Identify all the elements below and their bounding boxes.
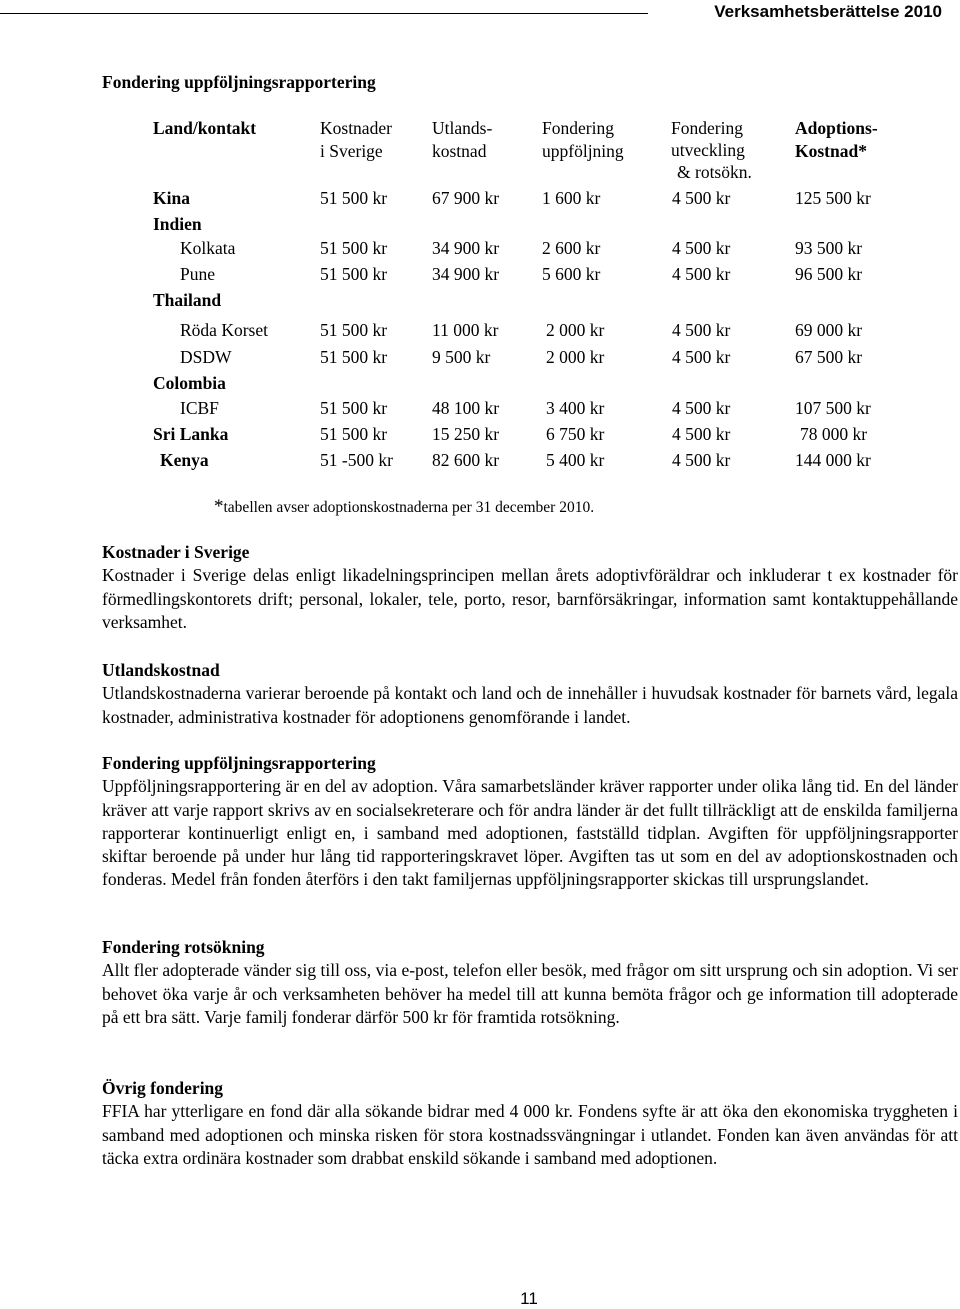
header-adoption-cost-line2: Kostnad* bbox=[795, 141, 867, 161]
header-development-line2: utveckling bbox=[671, 140, 745, 160]
header-rule bbox=[0, 13, 648, 14]
table-cell: 1 600 kr bbox=[542, 188, 601, 208]
table-cell: 4 500 kr bbox=[672, 264, 731, 284]
row-label-thailand: Thailand bbox=[153, 290, 222, 310]
table-cell: 144 000 kr bbox=[795, 450, 871, 470]
table-cell: 2 600 kr bbox=[542, 238, 601, 258]
section-paragraph: Utlandskostnaderna varierar beroende på kontakt och land och de innehåller i huvudsak kostnader för barnets vård, legala kostnader, administrativa kostnader för adoptionens genomförande i landet. bbox=[102, 683, 958, 727]
table-cell: 5 600 kr bbox=[542, 264, 601, 284]
header-adoption-cost-line1: Adoptions- bbox=[795, 118, 878, 138]
section-costs-sweden bbox=[102, 541, 958, 634]
table-cell: 51 500 kr bbox=[320, 188, 388, 208]
footnote-star: * bbox=[214, 496, 224, 517]
table-cell: 4 500 kr bbox=[672, 188, 731, 208]
row-label-kenya: Kenya bbox=[160, 450, 209, 470]
row-label-icbf: ICBF bbox=[180, 398, 219, 418]
table-cell: 2 000 kr bbox=[546, 347, 605, 367]
section-heading: Utlandskostnad bbox=[102, 660, 220, 680]
section-heading: Övrig fondering bbox=[102, 1078, 224, 1098]
section-paragraph: Kostnader i Sverige delas enligt likadelningsprincipen mellan årets adoptivföräldrar och inkluderar t ex kostnader för förmedlingskontorets drift; personal, lokaler, tele, porto, resor, barnförsäkringar, information samt kontaktuppehållande verksamhet. bbox=[102, 565, 958, 632]
header-followup-line1: Fondering bbox=[542, 118, 614, 138]
row-label-roda-korset: Röda Korset bbox=[180, 320, 268, 340]
header-development-line3: & rotsökn. bbox=[677, 162, 752, 182]
header-costs-sweden-line1: Kostnader bbox=[320, 118, 392, 138]
table-cell: 82 600 kr bbox=[432, 450, 500, 470]
table-cell: 9 500 kr bbox=[432, 347, 491, 367]
table-cell: 11 000 kr bbox=[432, 320, 499, 340]
header-development-line1: Fondering bbox=[671, 118, 743, 138]
section-heading: Kostnader i Sverige bbox=[102, 542, 250, 562]
row-label-kina: Kina bbox=[153, 188, 190, 208]
row-label-pune: Pune bbox=[180, 264, 215, 284]
header-country: Land/kontakt bbox=[153, 118, 257, 138]
table-cell: 51 -500 kr bbox=[320, 450, 393, 470]
table-cell: 51 500 kr bbox=[320, 238, 388, 258]
table-cell: 4 500 kr bbox=[672, 238, 731, 258]
table-cell: 67 500 kr bbox=[795, 347, 863, 367]
header-followup-line2: uppföljning bbox=[542, 141, 624, 161]
section-followup-funding bbox=[102, 752, 958, 892]
header-foreign-cost bbox=[432, 117, 492, 163]
section-paragraph: Allt fler adopterade vänder sig till oss, via e-post, telefon eller besök, med frågor om sitt ursprung och sin adoption. Vi ser behovet öka varje år och verksamheten behöver ha medel till att kunna bemöta frågor och ge information till adopterade på ett bra sätt. Varje familj fonderar därför 500 kr för framtida rotsökning. bbox=[102, 960, 958, 1027]
table-cell: 51 500 kr bbox=[320, 424, 388, 444]
row-label-colombia: Colombia bbox=[153, 373, 226, 393]
page-header-title: Verksamhetsberättelse 2010 bbox=[714, 2, 942, 21]
header-foreign-cost-line2: kostnad bbox=[432, 141, 487, 161]
table-cell: 6 750 kr bbox=[546, 424, 605, 444]
table-cell: 34 900 kr bbox=[432, 264, 500, 284]
table-cell: 4 500 kr bbox=[672, 398, 731, 418]
header-adoption-cost bbox=[795, 117, 878, 163]
table-footnote bbox=[214, 496, 594, 518]
section-paragraph: FFIA har ytterligare en fond där alla sökande bidrar med 4 000 kr. Fondens syfte är att öka den ekonomiska tryggheten i samband med adoptionen och minska risken för stora kostnadssvängningar i utlandet. Fonden kan även användas för att täcka extra ordinära kostnader som drabbat enskild sökande i samband med adoptionen. bbox=[102, 1101, 958, 1168]
table-cell: 4 500 kr bbox=[672, 347, 731, 367]
row-label-indien: Indien bbox=[153, 214, 202, 234]
section-heading: Fondering uppföljningsrapportering bbox=[102, 753, 376, 773]
header-costs-sweden-line2: i Sverige bbox=[320, 141, 383, 161]
table-cell: 4 500 kr bbox=[672, 320, 731, 340]
table-cell: 15 250 kr bbox=[432, 424, 500, 444]
page-number: 11 bbox=[520, 1289, 538, 1308]
section-title: Fondering uppföljningsrapportering bbox=[102, 72, 376, 92]
section-paragraph: Uppföljningsrapportering är en del av adoption. Våra samarbetsländer kräver rapporter under olika lång tid. En del länder kräver att varje rapport skrivs av en socialsekreterare och för andra länder är det fullt tillräckligt att de enskilda familjerna rapporterar kontinuerligt enligt en, i samband med adoptionen, fastställd tidplan. Avgiften för uppföljningsrapporter skiftar beroende på under hur lång tid rapporteringskravet löper. Avgiften tas ut som en del av adoptionskostnaden och fonderas. Medel från fonden återförs i den takt familjernas uppföljningsrapporter skickas till ursprungslandet. bbox=[102, 776, 958, 890]
table-cell: 3 400 kr bbox=[546, 398, 605, 418]
header-costs-sweden bbox=[320, 117, 392, 163]
header-foreign-cost-line1: Utlands- bbox=[432, 118, 493, 138]
table-cell: 78 000 kr bbox=[800, 424, 868, 444]
table-cell: 34 900 kr bbox=[432, 238, 500, 258]
table-cell: 2 000 kr bbox=[546, 320, 605, 340]
table-cell: 51 500 kr bbox=[320, 398, 388, 418]
section-heading: Fondering rotsökning bbox=[102, 937, 265, 957]
table-cell: 93 500 kr bbox=[795, 238, 863, 258]
table-cell: 5 400 kr bbox=[546, 450, 605, 470]
row-label-kolkata: Kolkata bbox=[180, 238, 236, 258]
section-foreign-cost bbox=[102, 659, 958, 729]
row-label-dsdw: DSDW bbox=[180, 347, 232, 367]
table-cell: 69 000 kr bbox=[795, 320, 863, 340]
table-cell: 107 500 kr bbox=[795, 398, 871, 418]
table-cell: 96 500 kr bbox=[795, 264, 863, 284]
table-cell: 67 900 kr bbox=[432, 188, 500, 208]
table-cell: 51 500 kr bbox=[320, 264, 388, 284]
section-other-funding bbox=[102, 1077, 958, 1170]
table-cell: 4 500 kr bbox=[672, 424, 731, 444]
table-cell: 48 100 kr bbox=[432, 398, 500, 418]
table-cell: 51 500 kr bbox=[320, 347, 388, 367]
table-cell: 4 500 kr bbox=[672, 450, 731, 470]
table-cell: 125 500 kr bbox=[795, 188, 871, 208]
header-followup bbox=[542, 117, 624, 163]
table-cell: 51 500 kr bbox=[320, 320, 388, 340]
section-roots-funding bbox=[102, 936, 958, 1029]
header-development bbox=[671, 117, 752, 183]
footnote-text: tabellen avser adoptionskostnaderna per 31 december 2010. bbox=[223, 499, 595, 516]
row-label-sri-lanka: Sri Lanka bbox=[153, 424, 229, 444]
